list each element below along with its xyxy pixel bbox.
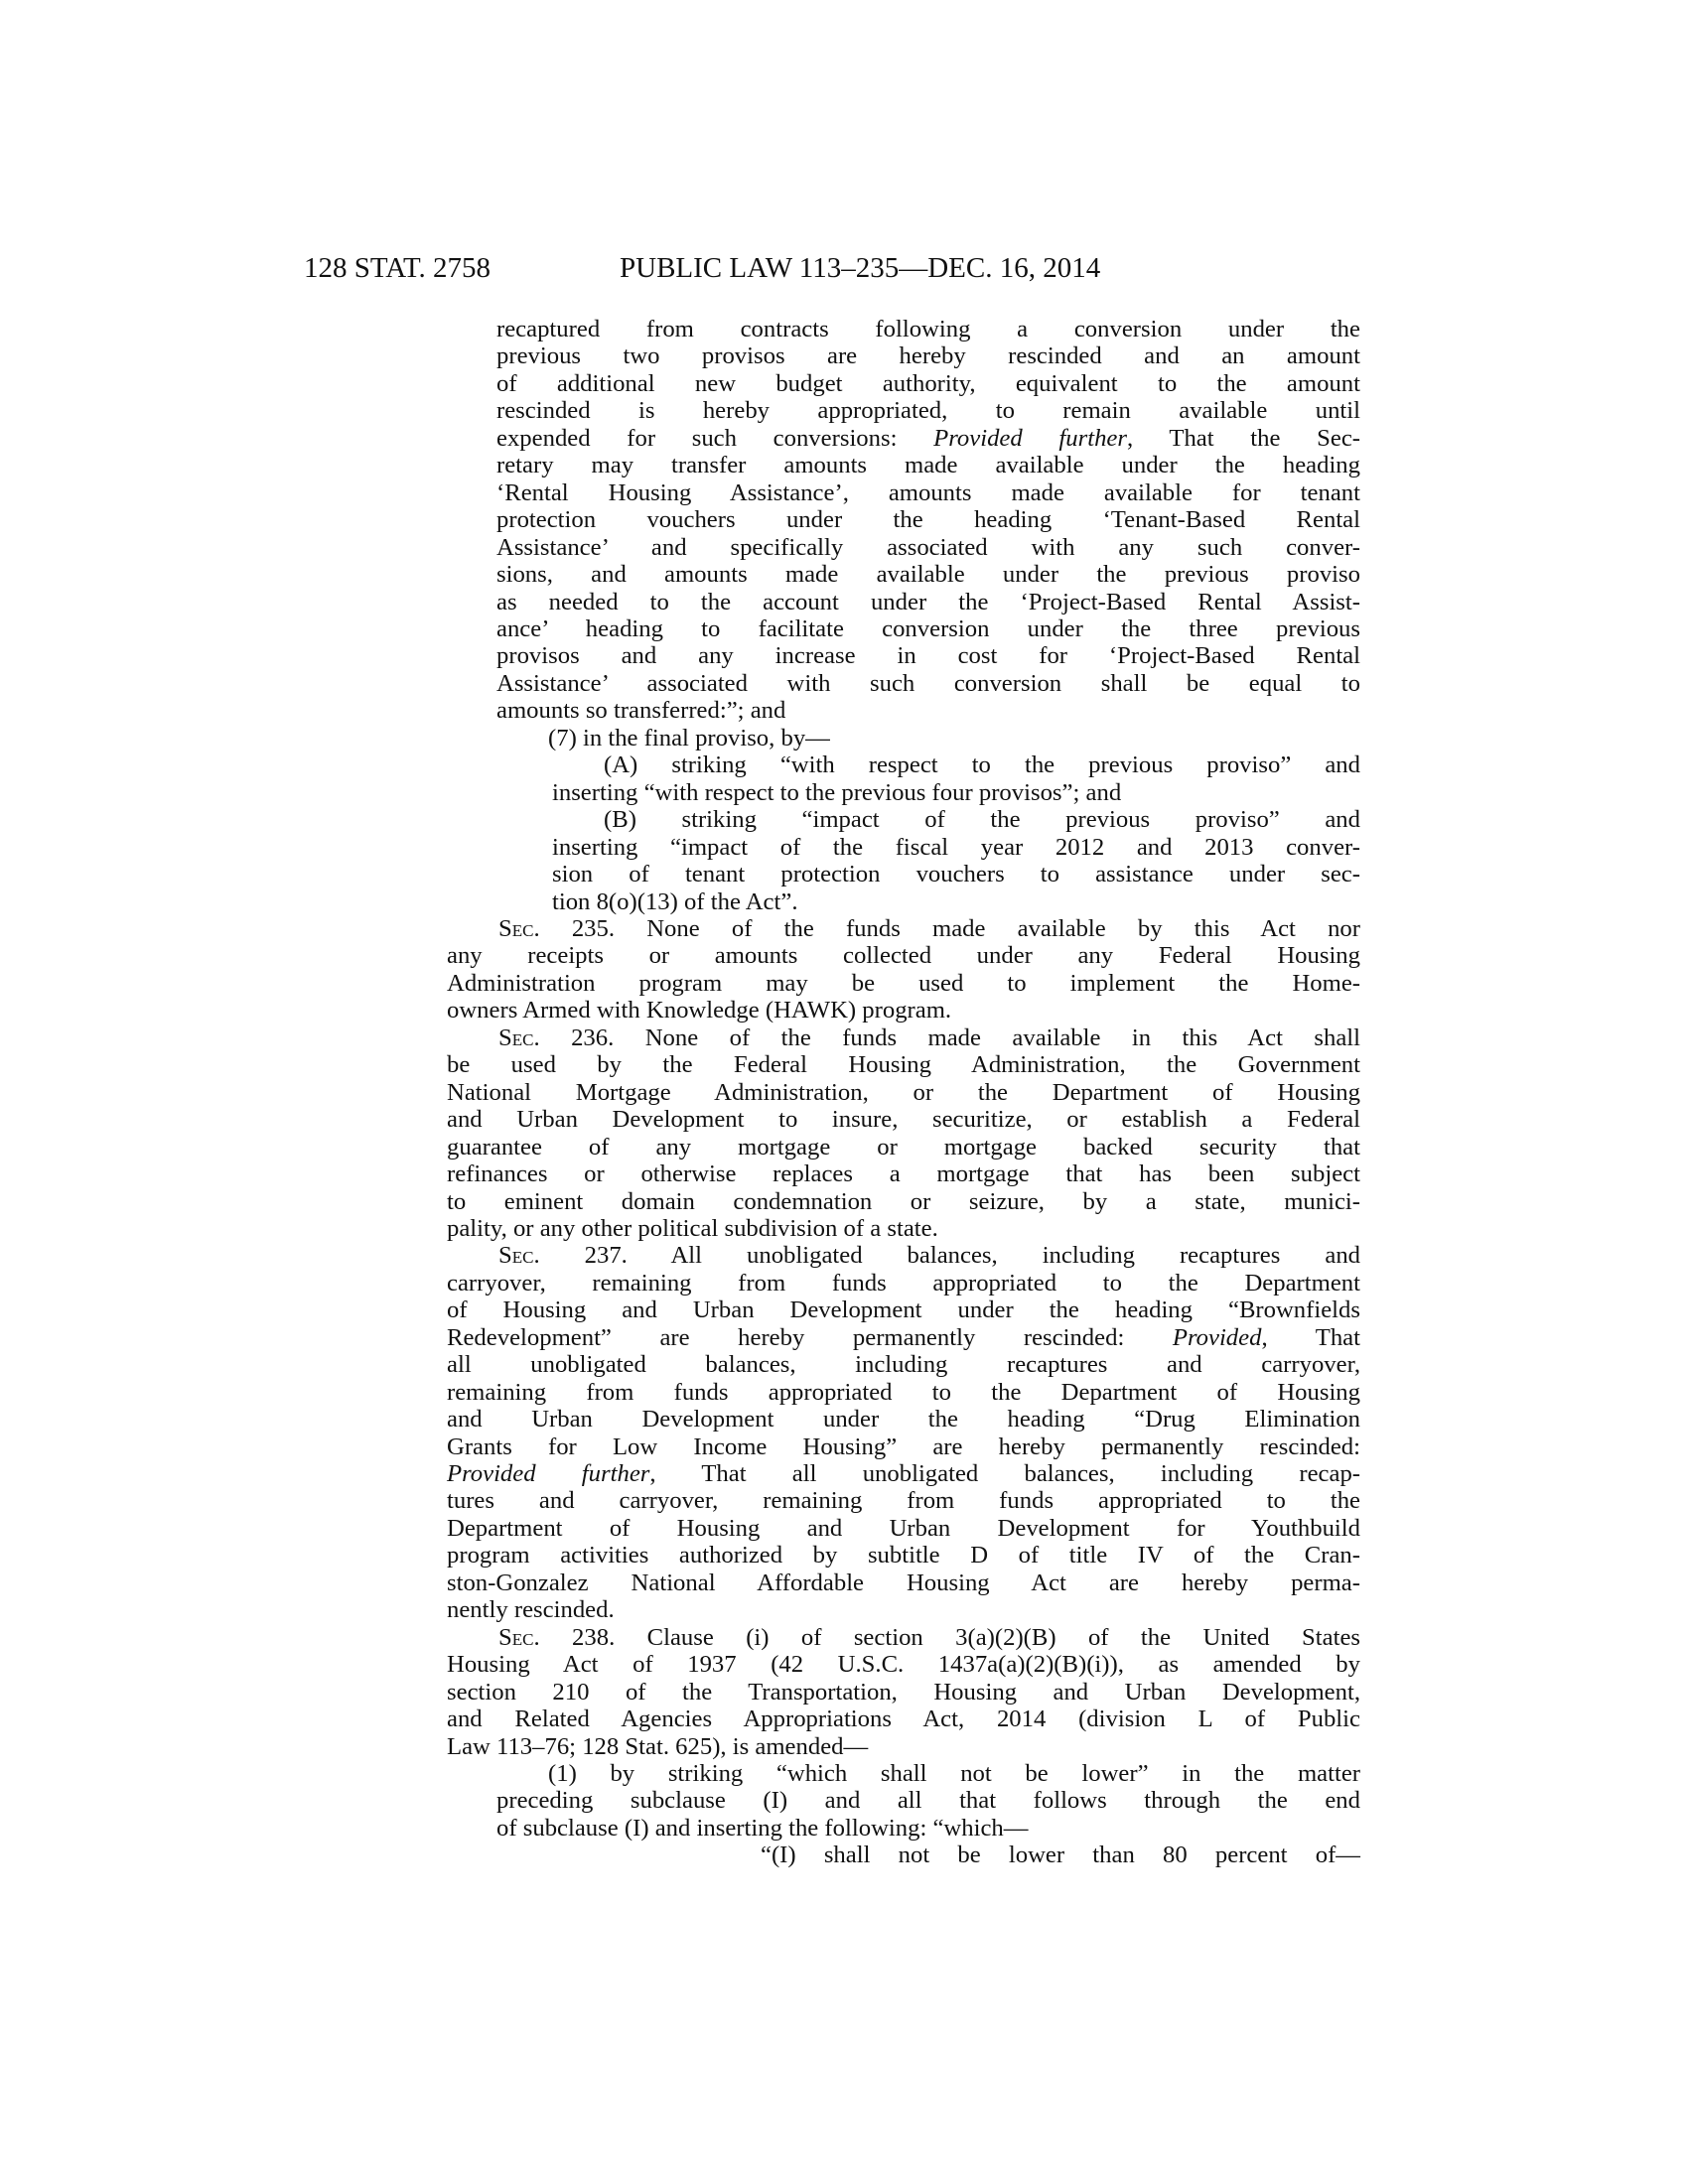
text-span: 238. Clause (i) of section 3(a)(2)(B) of the United States [572,1623,1361,1651]
text-line: retary may transfer amounts made available under the heading [496,452,1360,479]
text-line: previous two provisos are hereby rescinded and an amount [496,342,1360,370]
text-line: ance’ heading to facilitate conversion under the three previous [496,614,1360,642]
text-line: tion 8(o)(13) of the Act”. [552,887,798,915]
text-line: recaptured from contracts following a conversion under the [496,316,1360,342]
text-line: and Urban Development to insure, securitize, or establish a Federal [447,1106,1360,1134]
text-line: (A) striking “with respect to the previous proviso” and [604,751,1360,779]
text-line: expended for such conversions: Provided further, That the Sec- [496,424,1361,452]
text-line: (7) in the final proviso, by— [548,724,830,751]
text-line: inserting “with respect to the previous four provisos”; and [552,778,1122,806]
text-line: inserting “impact of the fiscal year 2012 and 2013 conver- [552,833,1360,861]
italic-proviso: Provided further [447,1460,650,1488]
text-line: of additional new budget authority, equivalent to the amount [496,369,1360,397]
text-line: Department of Housing and Urban Development for Youthbuild [447,1514,1360,1542]
continuation-paragraph [496,316,1360,725]
running-header [304,250,1207,286]
text-line: remaining from funds appropriated to the Department of Housing [447,1378,1360,1406]
text-span: 237. All unobligated balances, including recaptures and [584,1242,1361,1270]
italic-proviso: Provided [1172,1323,1262,1351]
text-line: all unobligated balances, including recaptures and carryover, [447,1351,1360,1379]
text-line: as needed to the account under the ‘Project-Based Rental Assist- [496,588,1360,615]
text-line: to eminent domain condemnation or seizure, by a state, munici- [447,1187,1360,1215]
text-line: Administration program may be used to implement the Home- [447,969,1360,997]
text-line: Housing Act of 1937 (42 U.S.C. 1437a(a)(2)(B)(i)), as amended by [447,1651,1360,1679]
text-line: refinances or otherwise replaces a mortgage that has been subject [447,1160,1360,1188]
text-line: ston-Gonzalez National Affordable Housing Act are hereby perma- [447,1569,1360,1596]
text-line: section 210 of the Transportation, Housing and Urban Development, [447,1678,1360,1706]
text-line: any receipts or amounts collected under any Federal Housing [447,942,1360,970]
text-line: and Urban Development under the heading “Drug Elimination [447,1406,1360,1433]
subclause-i [761,1842,1360,1868]
italic-proviso: Provided further [933,424,1127,452]
section-first-line [447,1242,1360,1269]
section-first-line [447,1624,1360,1651]
text-line: Provided further, That all unobligated balances, including recap- [447,1460,1361,1488]
text-line: owners Armed with Knowledge (HAWK) program. [447,997,952,1024]
statute-body [447,316,1361,1869]
text-line: (B) striking “impact of the previous proviso” and [604,806,1360,834]
text-line: provisos and any increase in cost for ‘Project-Based Rental [496,642,1360,670]
section-label: Sec. [498,914,540,942]
text-line: ‘Rental Housing Assistance’, amounts made available for tenant [496,478,1360,506]
text-line: protection vouchers under the heading ‘Tenant-Based Rental [496,506,1360,534]
text-line: program activities authorized by subtitle D of title IV of the Cran- [447,1542,1360,1570]
section-first-line [447,915,1360,942]
statute-page-reference: 128 STAT. 2758 [304,252,492,284]
text-line: sion of tenant protection vouchers to assistance under sec- [552,861,1360,888]
text-line: of subclause (I) and inserting the following: “which— [496,1814,1029,1842]
text-line: preceding subclause (I) and all that follows through the end [496,1787,1360,1815]
subparagraph-a [552,751,1360,806]
paragraph-item-7 [548,725,1360,751]
text-line: “(I) shall not be lower than 80 percent of— [761,1842,1360,1869]
text-span: 235. None of the funds made available by this Act nor [571,914,1360,942]
text-line: Grants for Low Income Housing” are hereby permanently rescinded: [447,1433,1360,1460]
text-line: pality, or any other political subdivision of a state. [447,1214,938,1242]
text-line: sions, and amounts made available under the previous proviso [496,561,1360,589]
section-236 [447,1024,1360,1243]
text-line: (1) by striking “which shall not be lower” in the matter [548,1760,1360,1788]
text-line: National Mortgage Administration, or the Department of Housing [447,1078,1360,1106]
section-label: Sec. [498,1623,540,1651]
text-line: Law 113–76; 128 Stat. 625), is amended— [447,1732,869,1760]
text-line: Redevelopment” are hereby permanently rescinded: Provided, That [447,1323,1360,1351]
text-span: 236. None of the funds made available in this Act shall [571,1024,1360,1051]
public-law-title: PUBLIC LAW 113–235—DEC. 16, 2014 [620,252,1101,284]
section-235 [447,915,1360,1024]
section-label: Sec. [498,1024,540,1051]
text-line: be used by the Federal Housing Administration, the Government [447,1051,1360,1079]
section-238 [447,1624,1360,1760]
text-line: amounts so transferred:”; and [496,697,786,725]
text-line: guarantee of any mortgage or mortgage backed security that [447,1133,1360,1160]
section-label: Sec. [498,1242,540,1270]
text-line: nently rescinded. [447,1596,615,1624]
text-line: Assistance’ and specifically associated with any such conver- [496,533,1360,561]
subparagraph-b [552,806,1360,915]
section-237 [447,1242,1360,1623]
section-first-line [447,1024,1360,1051]
text-line: carryover, remaining from funds appropriated to the Department [447,1269,1360,1297]
text-line: of Housing and Urban Development under the heading “Brownfields [447,1297,1360,1324]
text-line: and Related Agencies Appropriations Act, 2014 (division L of Public [447,1706,1360,1733]
text-line: rescinded is hereby appropriated, to remain available until [496,397,1360,425]
paragraph-item-1 [496,1760,1360,1842]
text-line: tures and carryover, remaining from funds appropriated to the [447,1487,1360,1515]
text-line: Assistance’ associated with such conversion shall be equal to [496,669,1360,697]
